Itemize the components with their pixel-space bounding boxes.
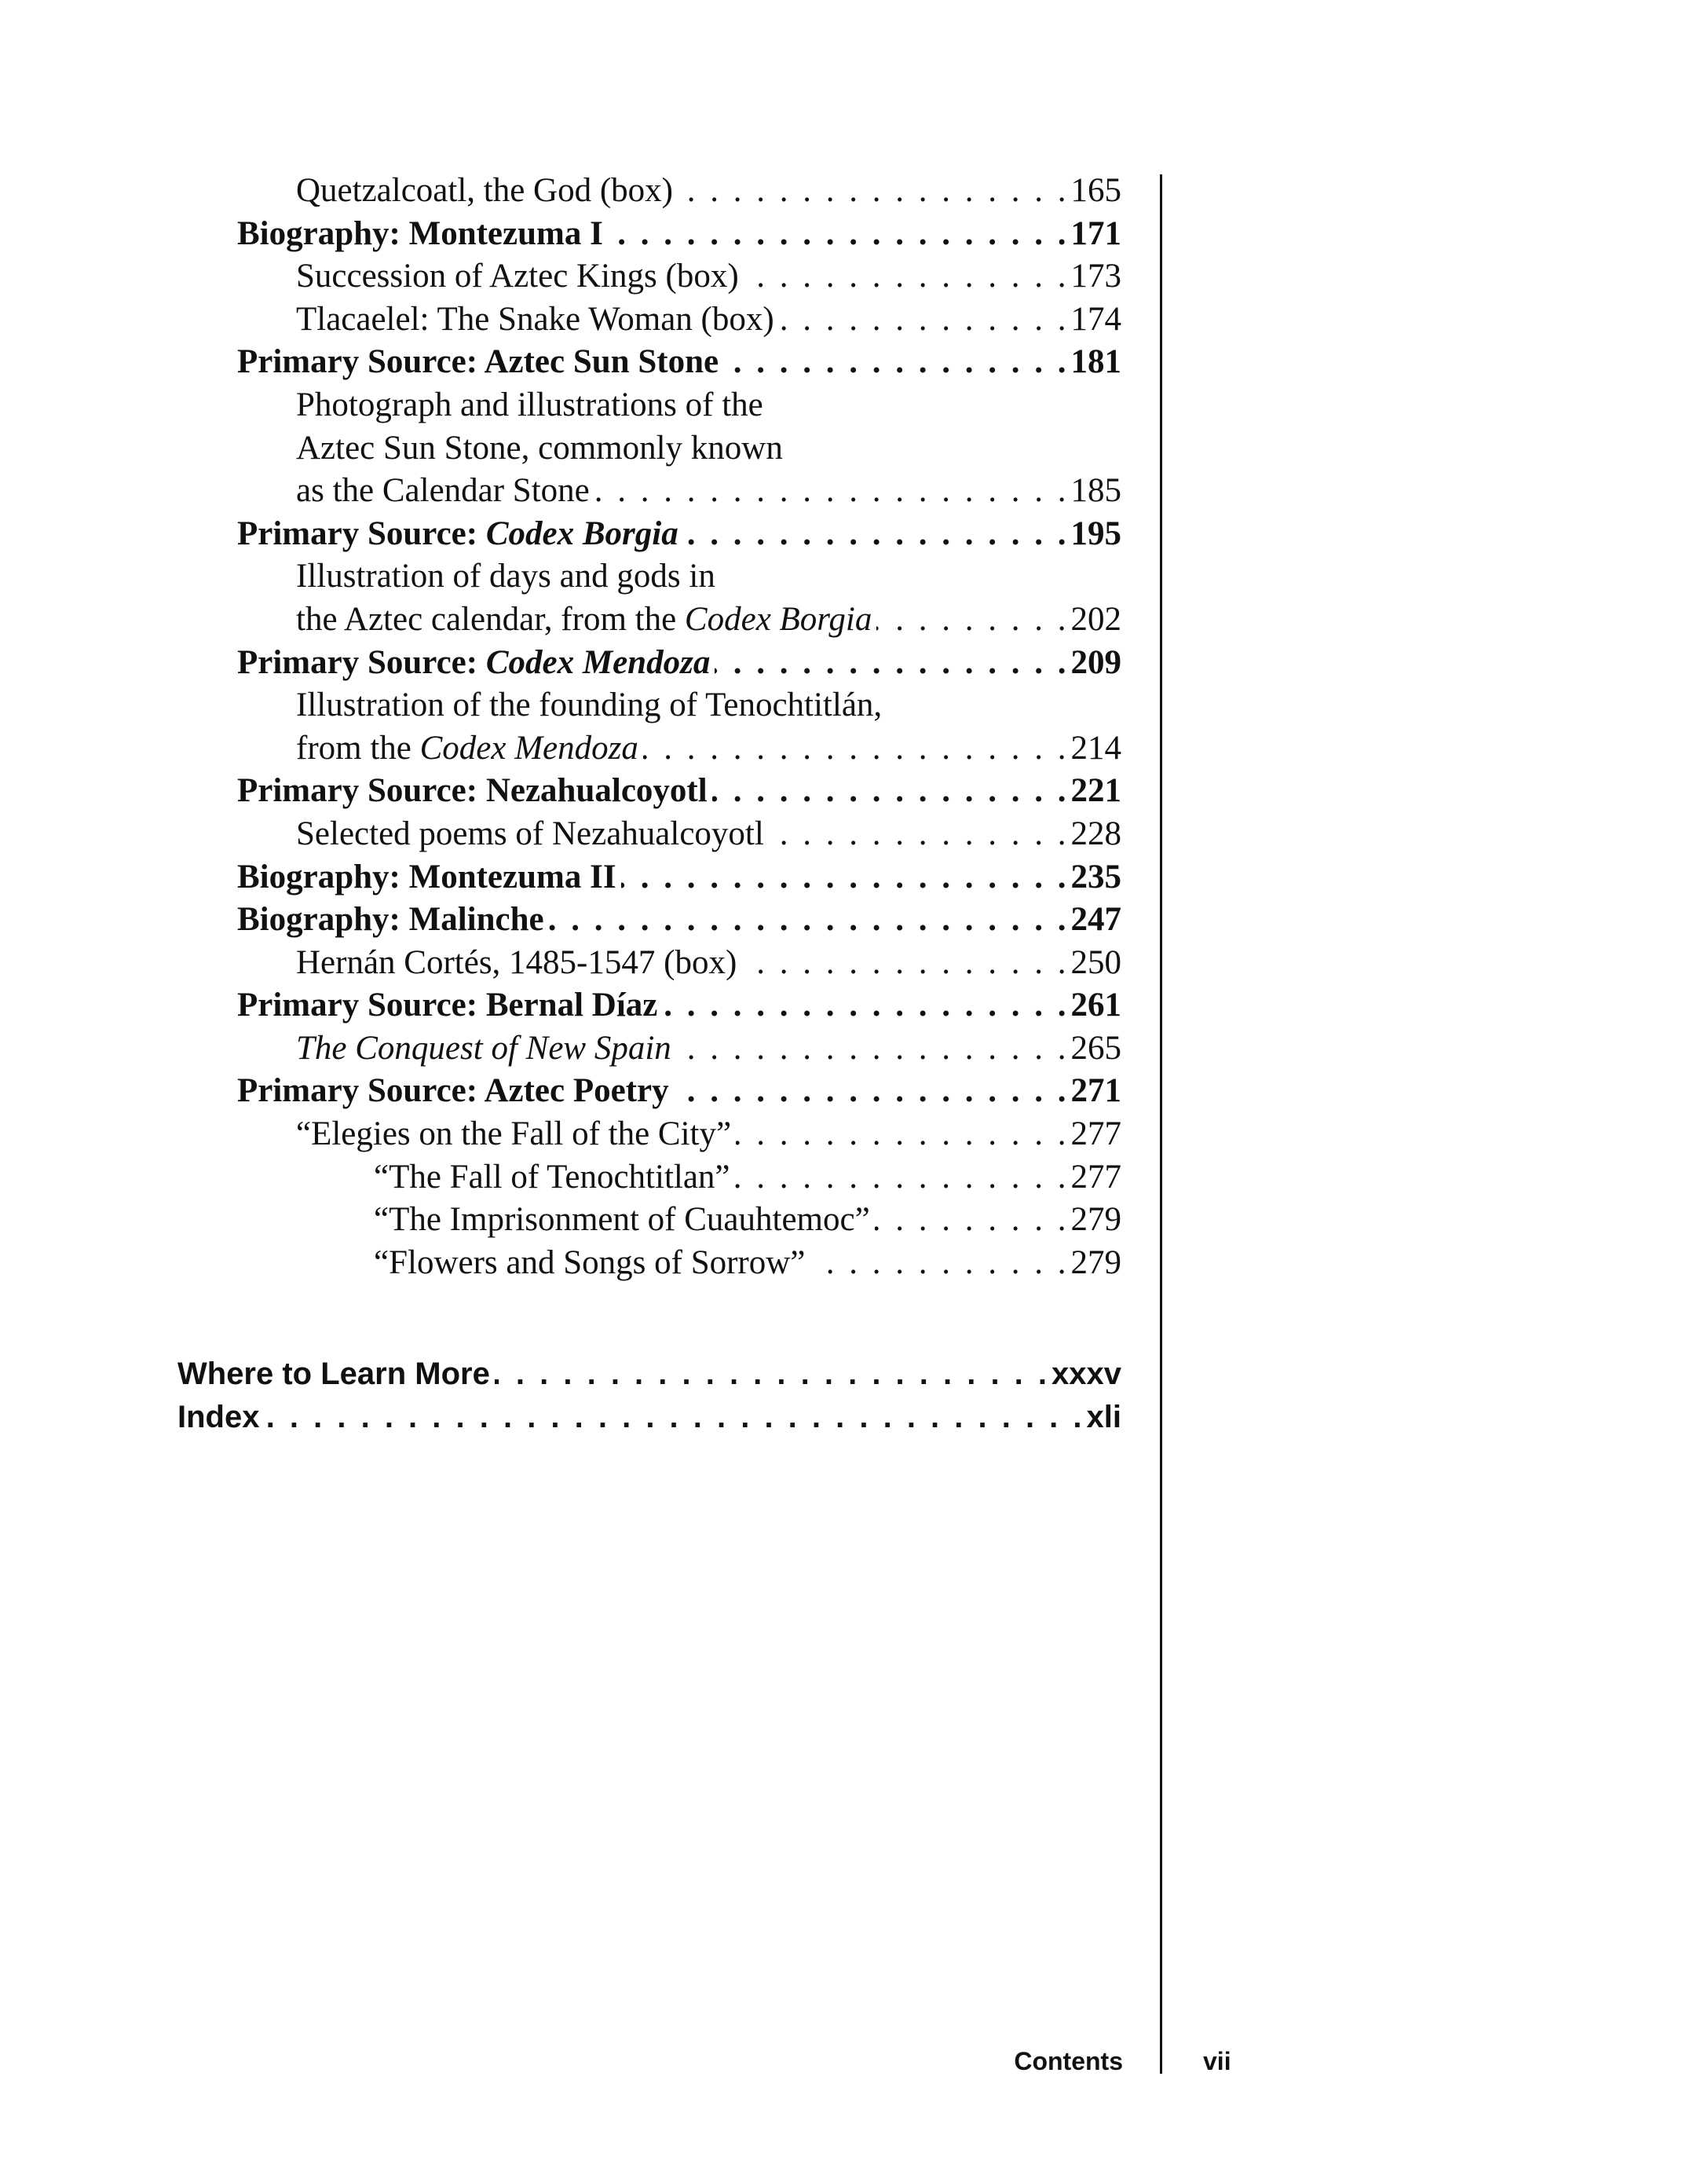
toc-page-number: 228	[1070, 815, 1121, 852]
toc-entry-title	[296, 599, 872, 642]
toc-entry[interactable]	[237, 470, 1121, 513]
back-matter-list	[177, 1353, 1121, 1439]
toc-entry[interactable]	[237, 427, 1121, 471]
toc-entry[interactable]	[237, 384, 1121, 427]
toc-entry[interactable]	[237, 984, 1121, 1027]
toc-page-number: 247	[1070, 901, 1121, 939]
back-matter-title: Index	[177, 1400, 260, 1434]
toc-entry-title	[296, 170, 673, 213]
dot-leader	[875, 1199, 1066, 1242]
toc-entry[interactable]	[237, 298, 1121, 342]
toc-page-number: 174	[1070, 300, 1121, 338]
dot-leader	[662, 984, 1066, 1027]
footer-page-number: vii	[1203, 2047, 1231, 2075]
toc-page-number: 261	[1070, 987, 1121, 1024]
toc-page-number: 221	[1070, 772, 1121, 810]
toc-entry-text: as the Calendar Stone	[296, 472, 590, 510]
toc-entry-text: Aztec Sun Stone, commonly known	[296, 429, 783, 467]
dot-leader	[769, 813, 1066, 856]
toc-entry-title	[237, 856, 616, 899]
toc-entry-title	[237, 770, 708, 813]
toc-entry-text: Biography: Montezuma I	[237, 214, 603, 252]
toc-page-number: 171	[1070, 214, 1121, 252]
toc-entry[interactable]	[237, 770, 1121, 813]
toc-entry-text: The Conquest of New Spain	[296, 1029, 671, 1067]
toc-entry-text: Quetzalcoatl, the God (box)	[296, 172, 673, 209]
toc-entry[interactable]	[237, 1070, 1121, 1113]
dot-leader	[744, 255, 1066, 298]
toc-entry-title	[237, 213, 603, 256]
toc-entry-text: Primary Source: Bernal Díaz	[237, 987, 658, 1024]
toc-entry-text: Codex Mendoza	[485, 643, 711, 681]
dot-leader	[683, 513, 1066, 556]
toc-page-number: 279	[1070, 1201, 1121, 1239]
toc-entry[interactable]	[237, 341, 1121, 384]
toc-entry-text: “Flowers and Songs of Sorrow”	[374, 1243, 806, 1281]
dot-leader	[715, 642, 1066, 685]
toc-entry-text: “The Fall of Tenochtitlan”	[374, 1158, 730, 1196]
dot-leader	[264, 1396, 1081, 1439]
toc-page-number: 250	[1070, 943, 1121, 981]
toc-entry[interactable]	[237, 1242, 1121, 1285]
toc-page-number: 195	[1070, 515, 1121, 552]
dot-leader	[876, 599, 1066, 642]
toc-entry-title	[296, 727, 638, 771]
toc-entry-title	[237, 1070, 669, 1113]
toc-entry-text: Succession of Aztec Kings (box)	[296, 258, 739, 295]
toc-page-number: 265	[1070, 1029, 1121, 1067]
toc-entry-title	[296, 684, 882, 727]
toc-entry[interactable]	[237, 1199, 1121, 1242]
toc-entry-title	[296, 470, 590, 513]
back-matter-entry[interactable]	[177, 1396, 1121, 1439]
toc-entry-title	[296, 555, 715, 599]
toc-page-number: 209	[1070, 643, 1121, 681]
dot-leader	[608, 213, 1066, 256]
toc-entry-text: Illustration of days and gods in	[296, 558, 715, 595]
toc-page-number: 185	[1070, 472, 1121, 510]
toc-entry-text: “Elegies on the Fall of the City”	[296, 1115, 732, 1153]
toc-entry[interactable]	[237, 684, 1121, 727]
dot-leader	[678, 170, 1066, 213]
toc-entry-text: Tlacaelel: The Snake Woman (box)	[296, 300, 774, 338]
toc-entry[interactable]	[237, 942, 1121, 985]
toc-entry-text: the Aztec calendar, from the	[296, 600, 685, 638]
toc-entry-text: Biography: Malinche	[237, 901, 544, 939]
toc-entry[interactable]	[237, 170, 1121, 213]
toc-page-number: 277	[1070, 1115, 1121, 1153]
dot-leader	[643, 727, 1066, 771]
toc-page-number: 202	[1070, 600, 1121, 638]
toc-entry-text: Codex Borgia	[684, 600, 872, 638]
toc-entry-title	[374, 1156, 730, 1199]
toc-entry-title	[296, 384, 763, 427]
toc-page-number: 235	[1070, 858, 1121, 895]
toc-entry[interactable]	[237, 555, 1121, 599]
toc-entry-title	[237, 642, 710, 685]
toc-entry-text: Primary Source:	[237, 643, 486, 681]
toc-entry-text: “The Imprisonment of Cuauhtemoc”	[374, 1201, 870, 1239]
toc-entry[interactable]	[237, 1156, 1121, 1199]
toc-entry-text: Illustration of the founding of Tenochtitlán,	[296, 687, 883, 724]
toc-entry-title	[237, 984, 657, 1027]
toc-entry[interactable]	[237, 642, 1121, 685]
footer-section-label: Contents	[1014, 2047, 1123, 2075]
toc-entry-text: Primary Source:	[237, 515, 486, 552]
dot-leader	[621, 856, 1066, 899]
toc-entry[interactable]	[237, 213, 1121, 256]
toc-entry[interactable]	[237, 1113, 1121, 1156]
toc-page-number: 279	[1070, 1243, 1121, 1281]
toc-entry-title	[296, 942, 737, 985]
toc-entry-title	[296, 813, 764, 856]
toc-entry[interactable]	[237, 856, 1121, 899]
toc-entry-text: Codex Mendoza	[419, 729, 638, 767]
toc-entry[interactable]	[237, 255, 1121, 298]
dot-leader	[495, 1353, 1047, 1396]
toc-entry-title	[237, 341, 719, 384]
toc-entry[interactable]	[237, 899, 1121, 942]
back-matter-title: Where to Learn More	[177, 1357, 490, 1391]
toc-entry-title	[296, 255, 739, 298]
dot-leader	[735, 1156, 1066, 1199]
dot-leader	[676, 1027, 1066, 1071]
toc-page-number: 173	[1070, 258, 1121, 295]
toc-entry[interactable]	[237, 513, 1121, 556]
toc-entry-text: Codex Borgia	[485, 515, 678, 552]
dot-leader	[712, 770, 1066, 813]
toc-entry-text: Biography: Montezuma II	[237, 858, 616, 895]
toc-entry-text: from the	[296, 729, 420, 767]
toc-entry-title	[296, 1027, 671, 1071]
toc-entry-title	[237, 513, 678, 556]
toc-entry-text: Hernán Cortés, 1485-1547 (box)	[296, 943, 737, 981]
toc-entry-title	[296, 427, 783, 471]
dot-leader	[723, 341, 1066, 384]
toc-entry[interactable]	[237, 1027, 1121, 1071]
dot-leader	[549, 899, 1066, 942]
toc-page-number: 165	[1070, 172, 1121, 209]
toc-entry[interactable]	[237, 599, 1121, 642]
back-matter-page-number: xxxv	[1051, 1357, 1121, 1391]
toc-entry-text: Photograph and illustrations of the	[296, 386, 763, 423]
toc-entry-text: Selected poems of Nezahualcoyotl	[296, 815, 764, 852]
toc-page-number: 181	[1070, 343, 1121, 381]
toc-list	[237, 170, 1121, 1284]
toc-page-number: 214	[1070, 729, 1121, 767]
toc-entry[interactable]	[237, 813, 1121, 856]
toc-entry-title	[374, 1242, 805, 1285]
toc-entry-text: Primary Source: Nezahualcoyotl	[237, 772, 708, 810]
vertical-rule	[1160, 174, 1162, 2074]
toc-entry-title	[296, 298, 774, 342]
back-matter-entry[interactable]	[177, 1353, 1121, 1396]
dot-leader	[674, 1070, 1066, 1113]
dot-leader	[810, 1242, 1066, 1285]
toc-entry-title	[237, 899, 544, 942]
toc-entry-text: Primary Source: Aztec Sun Stone	[237, 343, 719, 381]
back-matter-page-number: xli	[1086, 1400, 1121, 1434]
dot-leader	[741, 942, 1066, 985]
dot-leader	[736, 1113, 1066, 1156]
toc-entry[interactable]	[237, 727, 1121, 771]
toc-entry-title	[296, 1113, 731, 1156]
toc-entry-title	[374, 1199, 870, 1242]
toc-page-number: 271	[1070, 1072, 1121, 1110]
dot-leader	[594, 470, 1066, 513]
dot-leader	[779, 298, 1066, 342]
toc-entry-text: Primary Source: Aztec Poetry	[237, 1072, 669, 1110]
toc-page-number: 277	[1070, 1158, 1121, 1196]
